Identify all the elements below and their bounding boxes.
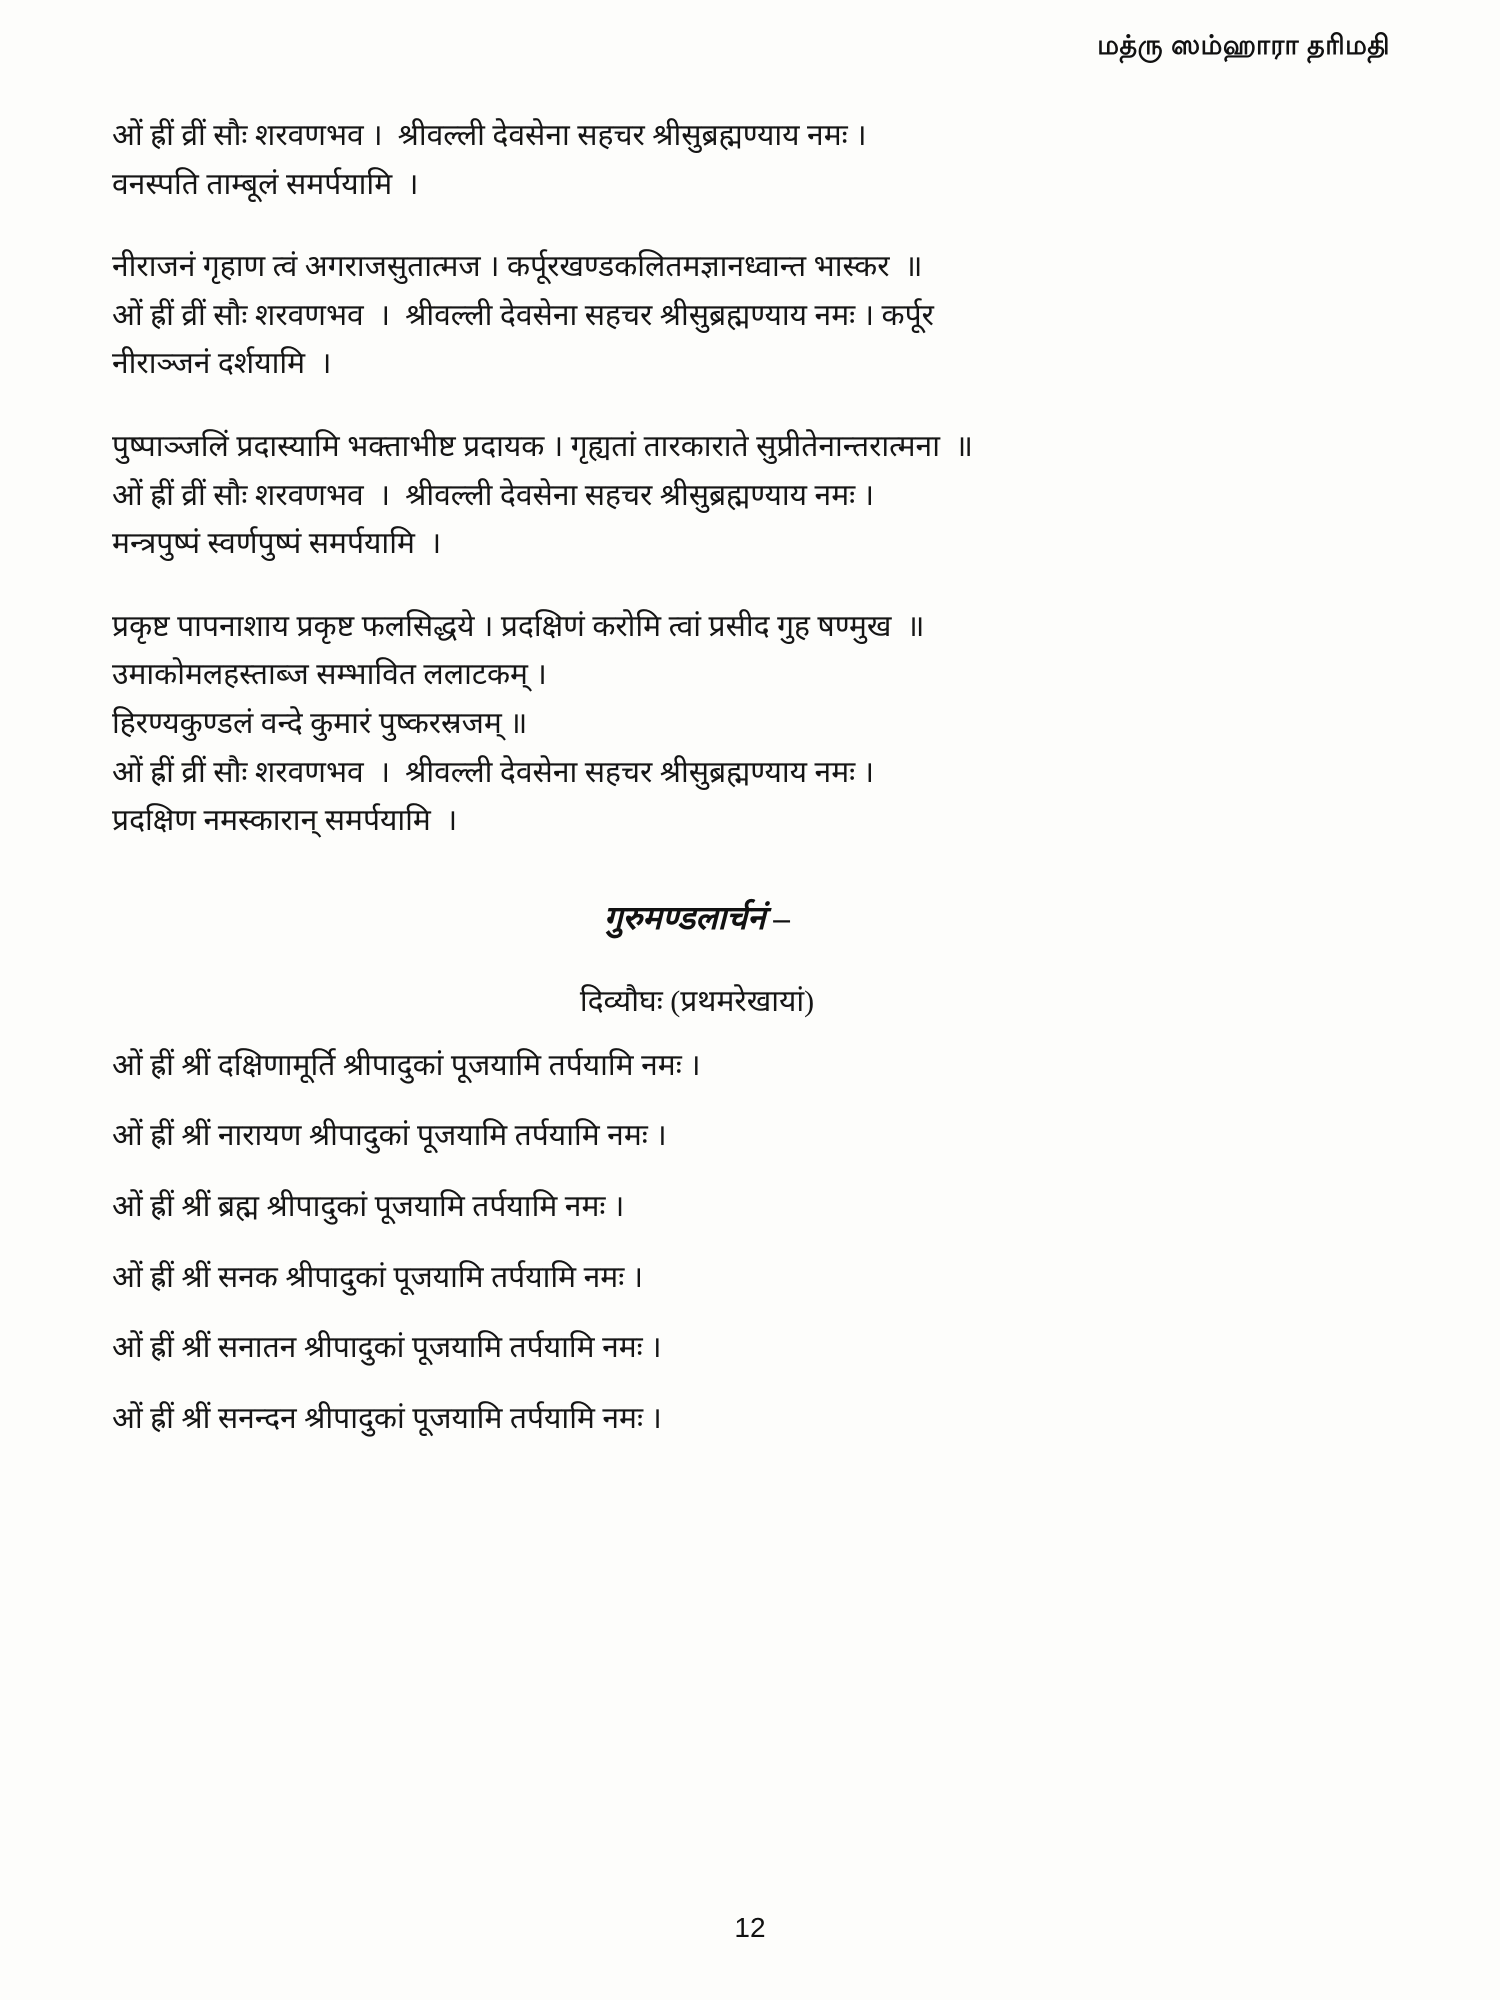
mantra-line: हिरण्यकुण्डलं वन्दे कुमारं पुष्करस्रजम् ॥ [112, 706, 528, 740]
mantra-line: वनस्पति ताम्बूलं समर्पयामि । [112, 167, 419, 201]
list-item: ओं ह्रीं श्रीं सनक श्रीपादुकां पूजयामि तर्पयामि नमः । [112, 1260, 644, 1294]
mantra-line: प्रकृष्ट पापनाशाय प्रकृष्ट फलसिद्धये । प्रदक्षिणं करोमि त्वां प्रसीद गुह षण्मुख ॥ [112, 609, 925, 643]
mantra-line: नीराञ्जनं दर्शयामि । [112, 347, 332, 381]
running-header: மத்ரு ஸம்ஹாரா தரிமதி [1097, 30, 1390, 60]
mantra-block [112, 243, 1402, 389]
mantra-line: पुष्पाञ्जलिं प्रदास्यामि भक्ताभीष्ट प्रदायक । गृह्यतां तारकाराते सुप्रीतेनान्तरात्मना ॥ [112, 429, 973, 463]
mantra-block [112, 112, 1402, 209]
mantra-line: ओं ह्रीं व्रीं सौः शरवणभव । श्रीवल्ली देवसेना सहचर श्रीसुब्रह्मण्याय नमः । [112, 478, 875, 512]
mantra-line: ओं ह्रीं व्रीं सौः शरवणभव । श्रीवल्ली देवसेना सहचर श्रीसुब्रह्मण्याय नमः । [112, 755, 875, 789]
mantra-block [112, 603, 1402, 846]
mantra-line: मन्त्रपुष्पं स्वर्णपुष्पं समर्पयामि । [112, 527, 442, 561]
mantra-line: उमाकोमलहस्ताब्ज सम्भावित ललाटकम् । [112, 658, 547, 692]
mantra-line: ओं ह्रीं व्रीं सौः शरवणभव । श्रीवल्ली देवसेना सहचर श्रीसुब्रह्मण्याय नमः । [112, 119, 867, 152]
mantra-line: प्रदक्षिण नमस्कारान् समर्पयामि । [112, 804, 458, 838]
mantra-block [112, 423, 1402, 569]
list-item: ओं ह्रीं श्रीं सनन्दन श्रीपादुकां पूजयामि तर्पयामि नमः । [112, 1401, 662, 1435]
subsection-heading: दिव्यौघः (प्रथमरेखायां) [579, 984, 815, 1018]
page-number: 12 [734, 1912, 766, 1943]
mantra-line: नीराजनं गृहाण त्वं अगराजसुतात्मज । कर्पूरखण्डकलितमज्ञानध्वान्त भास्कर ॥ [112, 250, 923, 284]
section-heading: गुरुमण्डलार्चनं – [603, 900, 791, 937]
list-item: ओं ह्रीं श्रीं दक्षिणामूर्ति श्रीपादुकां पूजयामि तर्पयामि नमः । [112, 1048, 701, 1082]
paduka-invocation-list [112, 1042, 1402, 1444]
mantra-line: ओं ह्रीं व्रीं सौः शरवणभव । श्रीवल्ली देवसेना सहचर श्रीसुब्रह्मण्याय नमः । कर्पूर [112, 298, 934, 332]
list-item: ओं ह्रीं श्रीं ब्रह्म श्रीपादुकां पूजयामि तर्पयामि नमः । [112, 1189, 625, 1223]
page-body [112, 112, 1402, 1465]
list-item: ओं ह्रीं श्रीं सनातन श्रीपादुकां पूजयामि तर्पयामि नमः । [112, 1331, 662, 1365]
list-item: ओं ह्रीं श्रीं नारायण श्रीपादुकां पूजयामि तर्पयामि नमः । [112, 1119, 667, 1153]
